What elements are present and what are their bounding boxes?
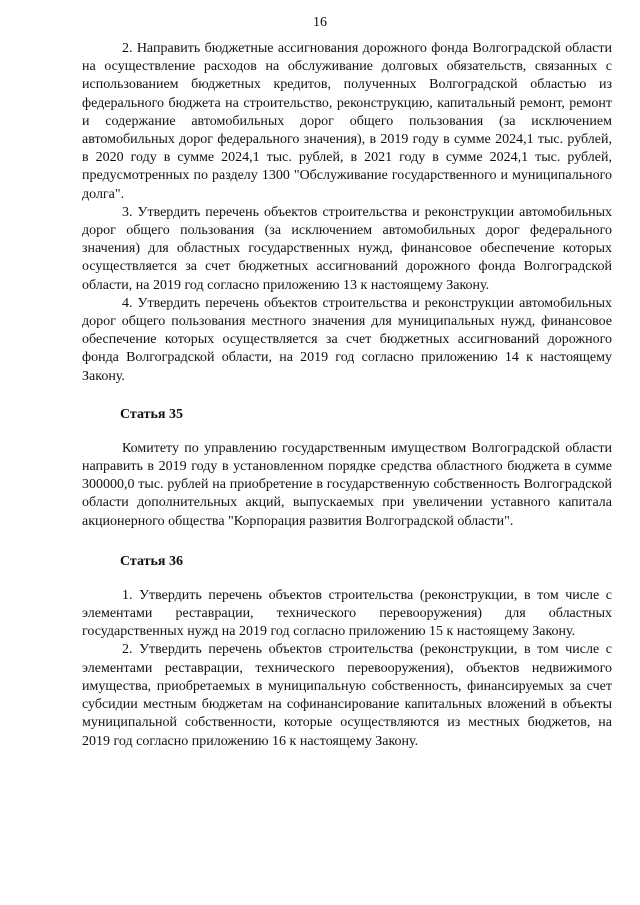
paragraph-2: 2. Направить бюджетные ассигнования дорожного фонда Волгоградской области на осуществление расходов на обслуживание долговых обязательств, связанных с использованием бюджетных кредитов, полученных Волгоградской областью из федерального бюджета на строительство, реконструкцию, капитальный ремонт, ремонт и содержание автомобильных дорог общего пользования (за исключением автомобильных дорог федерального значения), в 2019 году в сумме 2024,1 тыс. рублей, в 2020 году в сумме 2024,1 тыс. рублей, в 2021 году в сумме 2024,1 тыс. рублей, предусмотренных по разделу 1300 "Обслуживание государственного и муниципального долга". [82, 41, 612, 202]
article-35-text: Комитету по управлению государственным имуществом Волгоградской области направить в 2019 году в установленном порядке средства областного бюджета в сумме 300000,0 тыс. рублей на приобретение в государственную собственность Волгоградской области дополнительных акций, выпускаемых при увеличении уставного капитала акционерного общества "Корпорация развития Волгоградской области". [82, 440, 612, 529]
article-36-item-2: 2. Утвердить перечень объектов строительства (реконструкции, в том числе с элементами реставрации, технического перевооружения), объектов недвижимого имущества, приобретаемых в муниципальную собственность, финансируемых за счет субсидии местным бюджетам на софинансирование капитальных вложений в объекты муниципальной собственности, которые осуществляются из местных бюджетов, на 2019 год согласно приложению 16 к настоящему Закону. [82, 642, 612, 749]
article-35-heading: Статья 35 [120, 406, 183, 422]
article-36-item-1: 1. Утвердить перечень объектов строительства (реконструкции, в том числе с элементами реставрации, технического перевооружения) для областных государственных нужд на 2019 год согласно приложению 15 к настоящему Закону. [82, 587, 612, 640]
paragraph-3: 3. Утвердить перечень объектов строительства и реконструкции автомобильных дорог общего пользования (за исключением автомобильных дорог федерального значения) для областных государственных нужд, финансовое обеспечение которых осуществляется за счет бюджетных ассигнований дорожного фонда Волгоградской области, на 2019 год согласно приложению 13 к настоящему Закону. [82, 204, 612, 293]
paragraph-4: 4. Утвердить перечень объектов строительства и реконструкции автомобильных дорог общего пользования местного значения для муниципальных нужд, финансовое обеспечение которых осуществляется за счет бюджетных ассигнований дорожного фонда Волгоградской области, на 2019 год согласно приложению 14 к настоящему Закону. [82, 295, 612, 384]
document-body [82, 40, 612, 751]
page-number: 16 [313, 15, 327, 30]
article-36-heading: Статья 36 [120, 553, 183, 569]
